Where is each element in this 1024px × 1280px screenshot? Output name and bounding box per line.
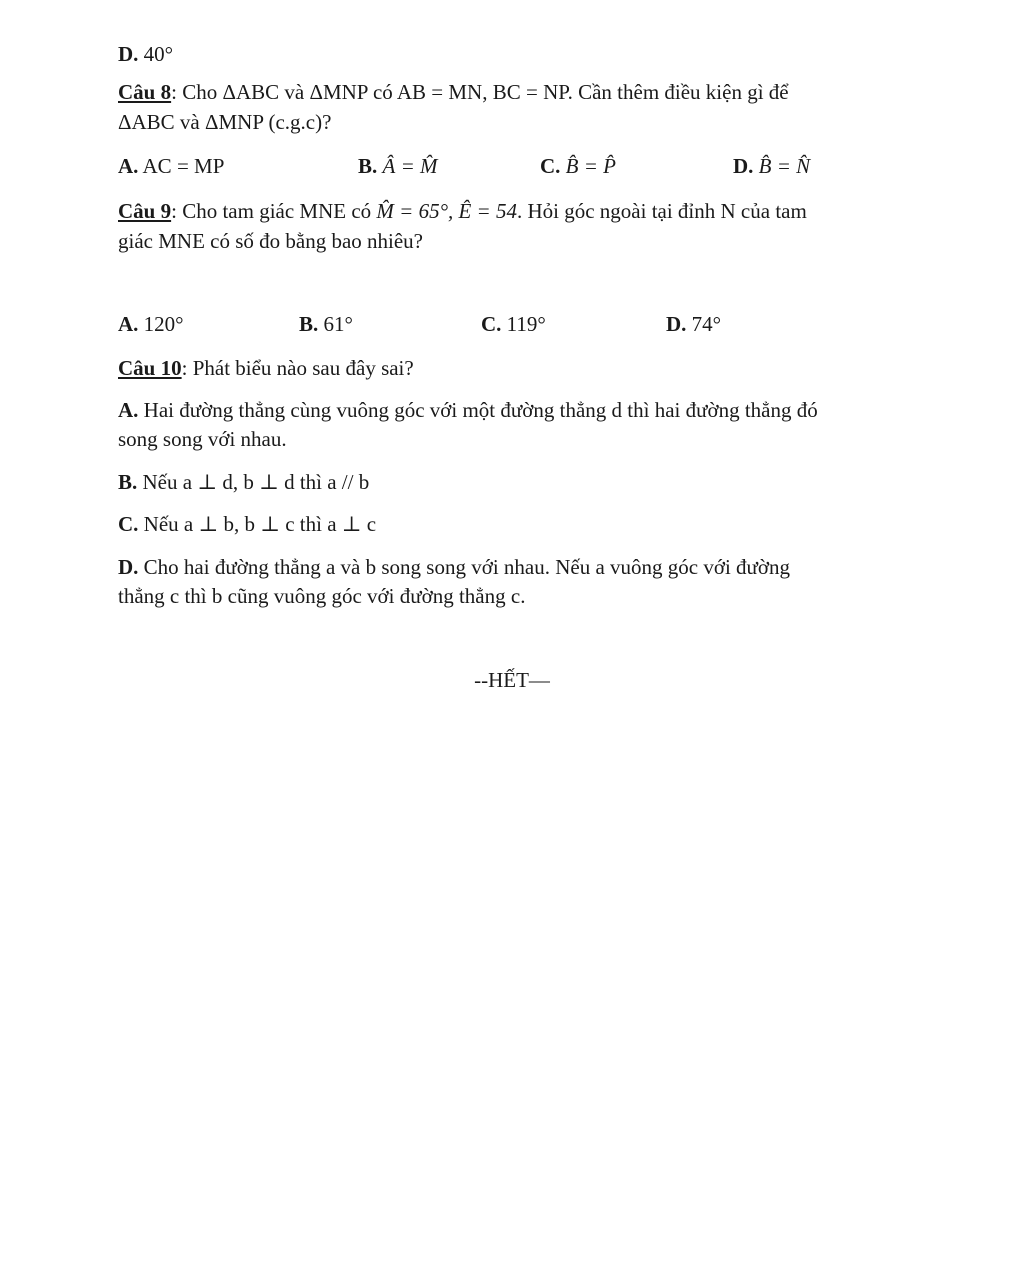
option-letter: B. (118, 470, 138, 494)
q10-option-a-line-2: song song với nhau. (118, 427, 287, 451)
question-9-math: M̂ = 65°, Ê = 54 (376, 199, 517, 223)
question-8-line-2: ΔABC và ΔMNP (c.g.c)? (118, 110, 332, 134)
q9-option-d (666, 310, 721, 338)
option-text: Nếu a ⊥ b, b ⊥ c thì a ⊥ c (138, 512, 377, 536)
prev-option-d (118, 40, 173, 68)
option-letter: C. (481, 312, 502, 336)
option-letter: D. (118, 42, 139, 66)
question-9-label: Câu 9 (118, 199, 172, 223)
q10-option-a-line-1 (118, 396, 818, 424)
q10-option-c (118, 510, 376, 538)
option-text: 74° (691, 312, 722, 336)
option-letter: C. (118, 512, 139, 536)
q8-option-b (358, 152, 438, 180)
option-letter: D. (118, 555, 139, 579)
question-9-line-2: giác MNE có số đo bằng bao nhiêu? (118, 229, 424, 253)
option-text: Hai đường thẳng cùng vuông góc với một đường thẳng d thì hai đường thẳng đó (138, 398, 818, 422)
q9-option-a (118, 310, 184, 338)
option-text: 40° (143, 42, 174, 66)
option-letter: D. (733, 154, 754, 178)
q8-option-a (118, 152, 224, 180)
q8-option-d (733, 152, 810, 180)
option-letter: B. (299, 312, 319, 336)
option-text: AC = MP (142, 154, 225, 178)
option-text: B̂ = N̂ (758, 154, 811, 178)
question-9-line-1 (118, 197, 807, 225)
question-8-label: Câu 8 (118, 80, 172, 104)
q10-option-d-line-1 (118, 553, 790, 581)
q8-option-c (540, 152, 616, 180)
option-letter: A. (118, 398, 139, 422)
q10-option-d-line-2: thẳng c thì b cũng vuông góc với đường thẳng c. (118, 584, 526, 608)
question-8-line-1 (118, 78, 789, 106)
option-letter: A. (118, 154, 139, 178)
q9-option-b (299, 310, 353, 338)
option-text: Â = M̂ (382, 154, 438, 178)
question-9-options (0, 310, 1024, 340)
question-8-options (0, 152, 1024, 182)
option-text: Nếu a ⊥ d, b ⊥ d thì a // b (137, 470, 370, 494)
option-letter: B. (358, 154, 378, 178)
option-text: B̂ = P̂ (565, 154, 616, 178)
question-9-text-pre: : Cho tam giác MNE có (171, 199, 377, 223)
option-letter: D. (666, 312, 687, 336)
option-text: Cho hai đường thẳng a và b song song với nhau. Nếu a vuông góc với đường (138, 555, 791, 579)
question-10-label: Câu 10 (118, 356, 182, 380)
question-8-text: : Cho ΔABC và ΔMNP có AB = MN, BC = NP. Cần thêm điều kiện gì để (171, 80, 789, 104)
question-10-line-1 (118, 354, 414, 382)
option-letter: A. (118, 312, 139, 336)
option-text: 120° (143, 312, 184, 336)
q10-option-b (118, 468, 369, 496)
end-marker: --HẾT— (474, 668, 550, 692)
option-letter: C. (540, 154, 561, 178)
q9-option-c (481, 310, 546, 338)
option-text: 61° (323, 312, 353, 336)
question-9-text-post: . Hỏi góc ngoài tại đỉnh N của tam (516, 199, 807, 223)
question-10-text: : Phát biểu nào sau đây sai? (181, 356, 414, 380)
option-text: 119° (506, 312, 546, 336)
